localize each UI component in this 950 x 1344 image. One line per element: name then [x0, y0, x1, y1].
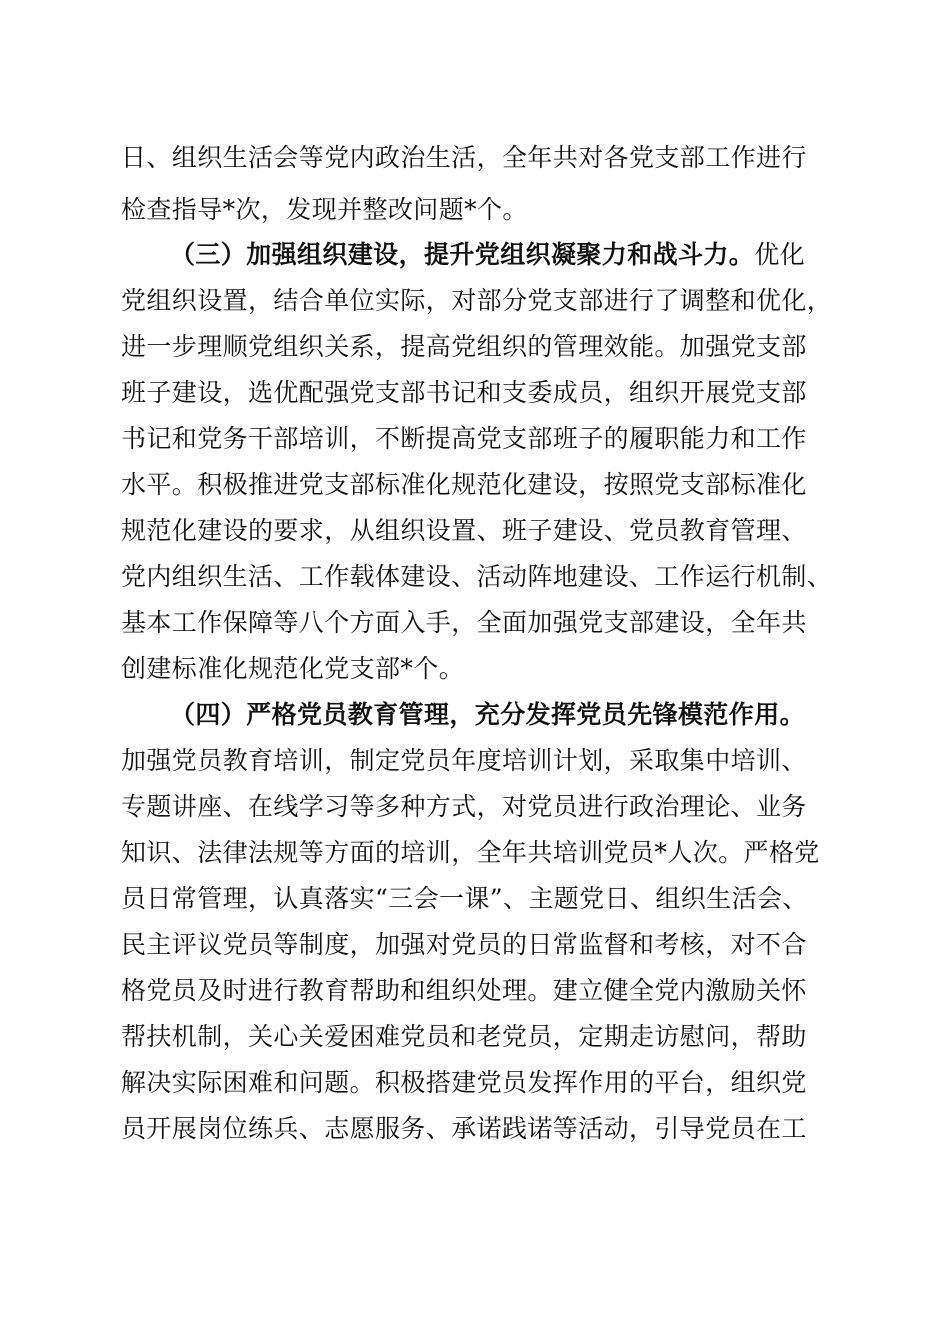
text-line: 基本工作保障等八个方面入手，全面加强党支部建设，全年共 — [121, 608, 807, 637]
text-line: 日、组织生活会等党内政治生活，全年共对各党支部工作进行 — [121, 143, 807, 172]
text-line: 班子建设，选优配强党支部书记和支委成员，组织开展党支部 — [121, 378, 807, 407]
text-line: 民主评议党员等制度，加强对党员的日常监督和考核，对不合 — [121, 930, 807, 959]
text-line: 进一步理顺党组织关系，提高党组织的管理效能。加强党支部 — [121, 332, 807, 361]
text-line: 水平。积极推进党支部标准化规范化建设，按照党支部标准化 — [121, 470, 807, 499]
text-line: 员日常管理，认真落实“三会一课”、主题党日、组织生活会、 — [121, 884, 808, 913]
text-line: 检查指导*次，发现并整改问题*个。 — [121, 195, 528, 224]
text-line: 书记和党务干部培训，不断提高党支部班子的履职能力和工作 — [121, 424, 807, 453]
text-line: 创建标准化规范化党支部*个。 — [121, 654, 465, 683]
text-line: 规范化建设的要求，从组织设置、班子建设、党员教育管理、 — [121, 516, 807, 545]
text-line: 知识、法律法规等方面的培训，全年共培训党员*人次。严格党 — [121, 838, 820, 867]
text-line: 加强党员教育培训，制定党员年度培训计划，采取集中培训、 — [121, 746, 807, 775]
text-line: 解决实际困难和问题。积极搭建党员发挥作用的平台，组织党 — [121, 1068, 807, 1097]
section-heading: （三）加强组织建设，提升党组织凝聚力和战斗力。 — [170, 240, 755, 269]
text-line: 党组织设置，结合单位实际，对部分党支部进行了调整和优化， — [121, 286, 833, 315]
text-line: 格党员及时进行教育帮助和组织处理。建立健全党内激励关怀 — [121, 976, 807, 1005]
section-heading: （四）严格党员教育管理，充分发挥党员先锋模范作用。 — [170, 700, 806, 729]
section-line — [170, 690, 842, 740]
section-text: 优化 — [754, 240, 806, 269]
text-line: 专题讲座、在线学习等多种方式，对党员进行政治理论、业务 — [121, 792, 807, 821]
section-line — [170, 230, 842, 280]
text-line: 党内组织生活、工作载体建设、活动阵地建设、工作运行机制、 — [121, 562, 833, 591]
text-line: 员开展岗位练兵、志愿服务、承诺践诺等活动，引导党员在工 — [121, 1114, 807, 1143]
text-line: 帮扶机制，关心关爱困难党员和老党员，定期走访慰问，帮助 — [121, 1022, 807, 1051]
